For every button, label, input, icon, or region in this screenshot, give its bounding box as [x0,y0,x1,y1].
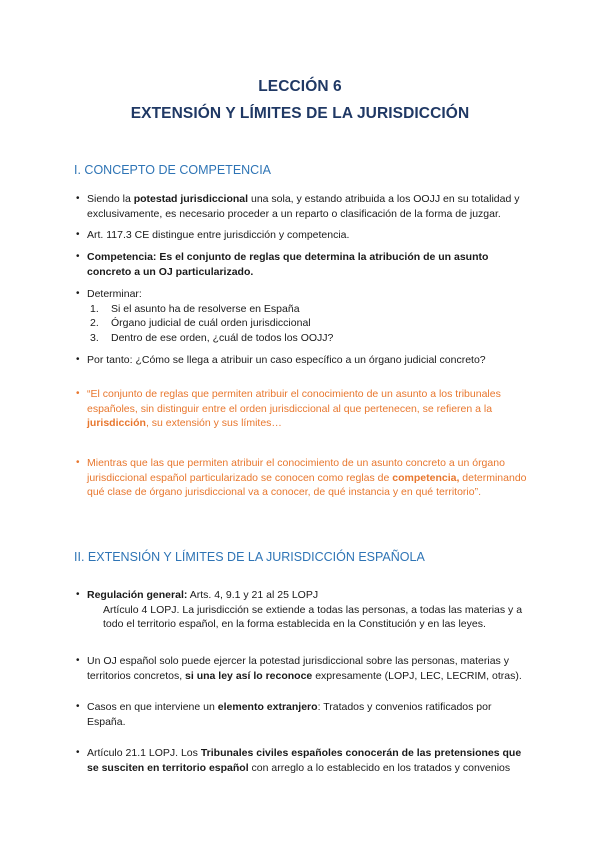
bullet-icon: • [76,701,80,712]
list-item-articulo-21 [76,746,531,775]
bullet-icon: • [76,193,80,204]
paragraph-text: Artículo 21.1 LOPJ. Los Tribunales civiles españoles conocerán de las pretensiones que se susciten en territorio español con arreglo a lo establecido en los tratados y convenios [87,747,522,774]
bullet-icon: • [76,589,80,600]
bullet-icon: • [76,288,80,299]
numbered-item: 3. Dentro de ese orden, ¿cuál de todos los OOJJ? [90,331,334,344]
bullet-icon: • [76,747,80,758]
section-1-heading: I. CONCEPTO DE COMPETENCIA [74,163,272,177]
numbered-list [87,302,531,346]
bullet-icon: • [76,251,80,262]
paragraph-text: Un OJ español solo puede ejercer la potestad jurisdiccional sobre las personas, materias y territorios concretos, si una ley así lo reconoce expresamente (LOPJ, LEC, LECRIM, otras). [87,655,522,682]
quote-text: Mientras que las que permiten atribuir el conocimiento de un asunto concreto a un órgano jurisdiccional español particularizado se conocen como reglas de competencia, determinando qué clase de órgano jurisdiccional va a conocer, de qué instancia y en qué territorio”. [87,457,527,498]
numbered-item: 2. Órgano judicial de cuál orden jurisdiccional [90,317,311,329]
list-item-art-117 [76,228,531,243]
article-4-text: Artículo 4 LOPJ. La jurisdicción se extiende a todas las personas, a todas las materias y a todo el territorio español, en la forma establecida en la Constitución y en las leyes. [103,603,523,630]
list-item-por-tanto [76,353,531,368]
bullet-icon: • [76,354,80,365]
list-item-oj-espanol [76,654,531,683]
paragraph-text: Por tanto: ¿Cómo se llega a atribuir un caso específico a un órgano judicial concreto? [87,354,486,366]
quote-jurisdiccion [76,387,531,431]
paragraph-text: Siendo la potestad jurisdiccional una sola, y estando atribuida a los OOJJ en su totalidad y exclusivamente, es necesario proceder a un reparto o clasificación de la forma de juzgar. [87,193,520,220]
lesson-number: LECCIÓN 6 [258,78,342,95]
bullet-icon: • [76,457,80,468]
lesson-title: EXTENSIÓN Y LÍMITES DE LA JURISDICCIÓN [130,105,470,122]
quote-competencia [76,456,531,500]
bullet-icon: • [76,229,80,240]
list-item-competencia [76,250,531,279]
list-item-potestad [76,192,531,221]
numbered-item: 1. Si el asunto ha de resolverse en España [90,302,300,315]
list-item-determinar [76,287,531,345]
paragraph-text: Determinar: [87,288,142,300]
paragraph-text: Casos en que interviene un elemento extranjero: Tratados y convenios ratificados por España. [87,701,492,728]
paragraph-text: Competencia: Es el conjunto de reglas que determina la atribución de un asunto concreto a un OJ particularizado. [87,251,489,278]
list-item-regulacion [76,588,531,632]
bullet-icon: • [76,388,80,399]
section-2-heading: II. EXTENSIÓN Y LÍMITES DE LA JURISDICCIÓN ESPAÑOLA [74,550,425,564]
list-item-elemento-extranjero [76,700,531,729]
quote-text: “El conjunto de reglas que permiten atribuir el conocimiento de un asunto a los tribunales españoles, sin distinguir entre el orden jurisdiccional al que pertenecen, se refieren a la jurisdicción, su extensión y sus límites… [87,388,501,429]
paragraph-text: Art. 117.3 CE distingue entre jurisdicción y competencia. [87,229,350,241]
paragraph-text: Regulación general: Arts. 4, 9.1 y 21 al 25 LOPJ [87,589,319,601]
bullet-icon: • [76,655,80,666]
